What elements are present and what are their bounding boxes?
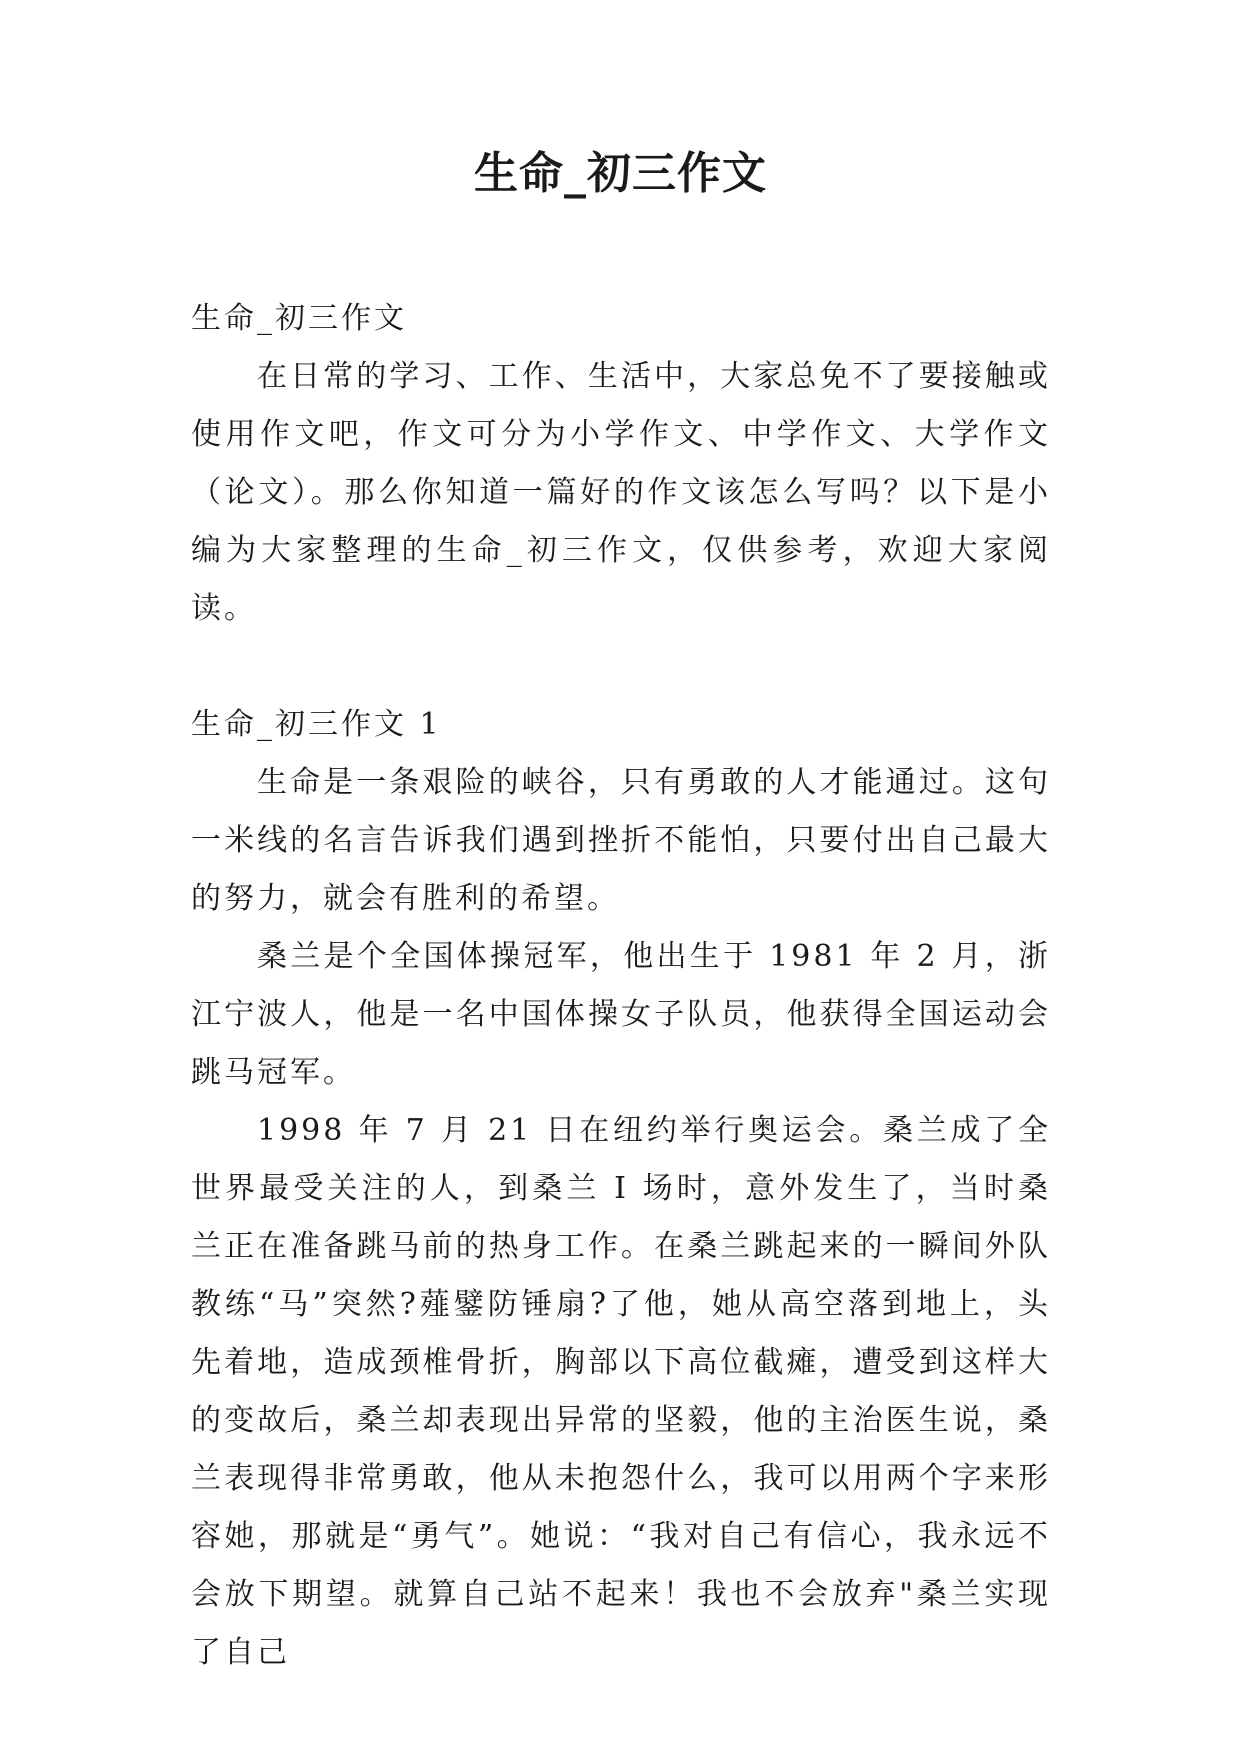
body-paragraph: 生命是一条艰险的峡谷，只有勇敢的人才能通过。这句一米线的名言告诉我们遇到挫折不能怕，只要付出自己最大的努力，就会有胜利的希望。 (191, 765, 1051, 916)
body-paragraph: 1998 年 7 月 21 日在纽约举行奥运会。桑兰成了全世界最受关注的人，到桑兰 I 场时，意外发生了，当时桑兰正在准备跳马前的热身工作。在桑兰跳起来的一瞬间外队教练“马”突然?薤鐾防锤扇?了他，她从高空落到地上，头先着地，造成颈椎骨折，胸部以下高位截瘫，遭受到这样大的变故后，桑兰却表现出异常的坚毅，他的主治医生说，桑兰表现得非常勇敢，他从未抱怨什么，我可以用两个字来形容她，那就是“勇气”。她说：“我对自己有信心，我永远不会放下期望。就算自己站不起来！我也不会放弃"桑兰实现了自己 (191, 1113, 1051, 1670)
document-subtitle: 生命_初三作文 (191, 301, 407, 336)
document-body (191, 290, 1051, 1682)
intro-paragraph: 在日常的学习、工作、生活中，大家总免不了要接触或使用作文吧，作文可分为小学作文、中学作文、大学作文（论文）。那么你知道一篇好的作文该怎么写吗？以下是小编为大家整理的生命_初三作文，仅供参考，欢迎大家阅读。 (191, 359, 1051, 626)
body-paragraph: 桑兰是个全国体操冠军，他出生于 1981 年 2 月，浙江宁波人，他是一名中国体操女子队员，他获得全国运动会跳马冠军。 (191, 939, 1051, 1090)
document-title: 生命_初三作文 (474, 148, 767, 199)
section-spacer (191, 638, 1051, 696)
section-heading: 生命_初三作文 1 (191, 707, 442, 742)
